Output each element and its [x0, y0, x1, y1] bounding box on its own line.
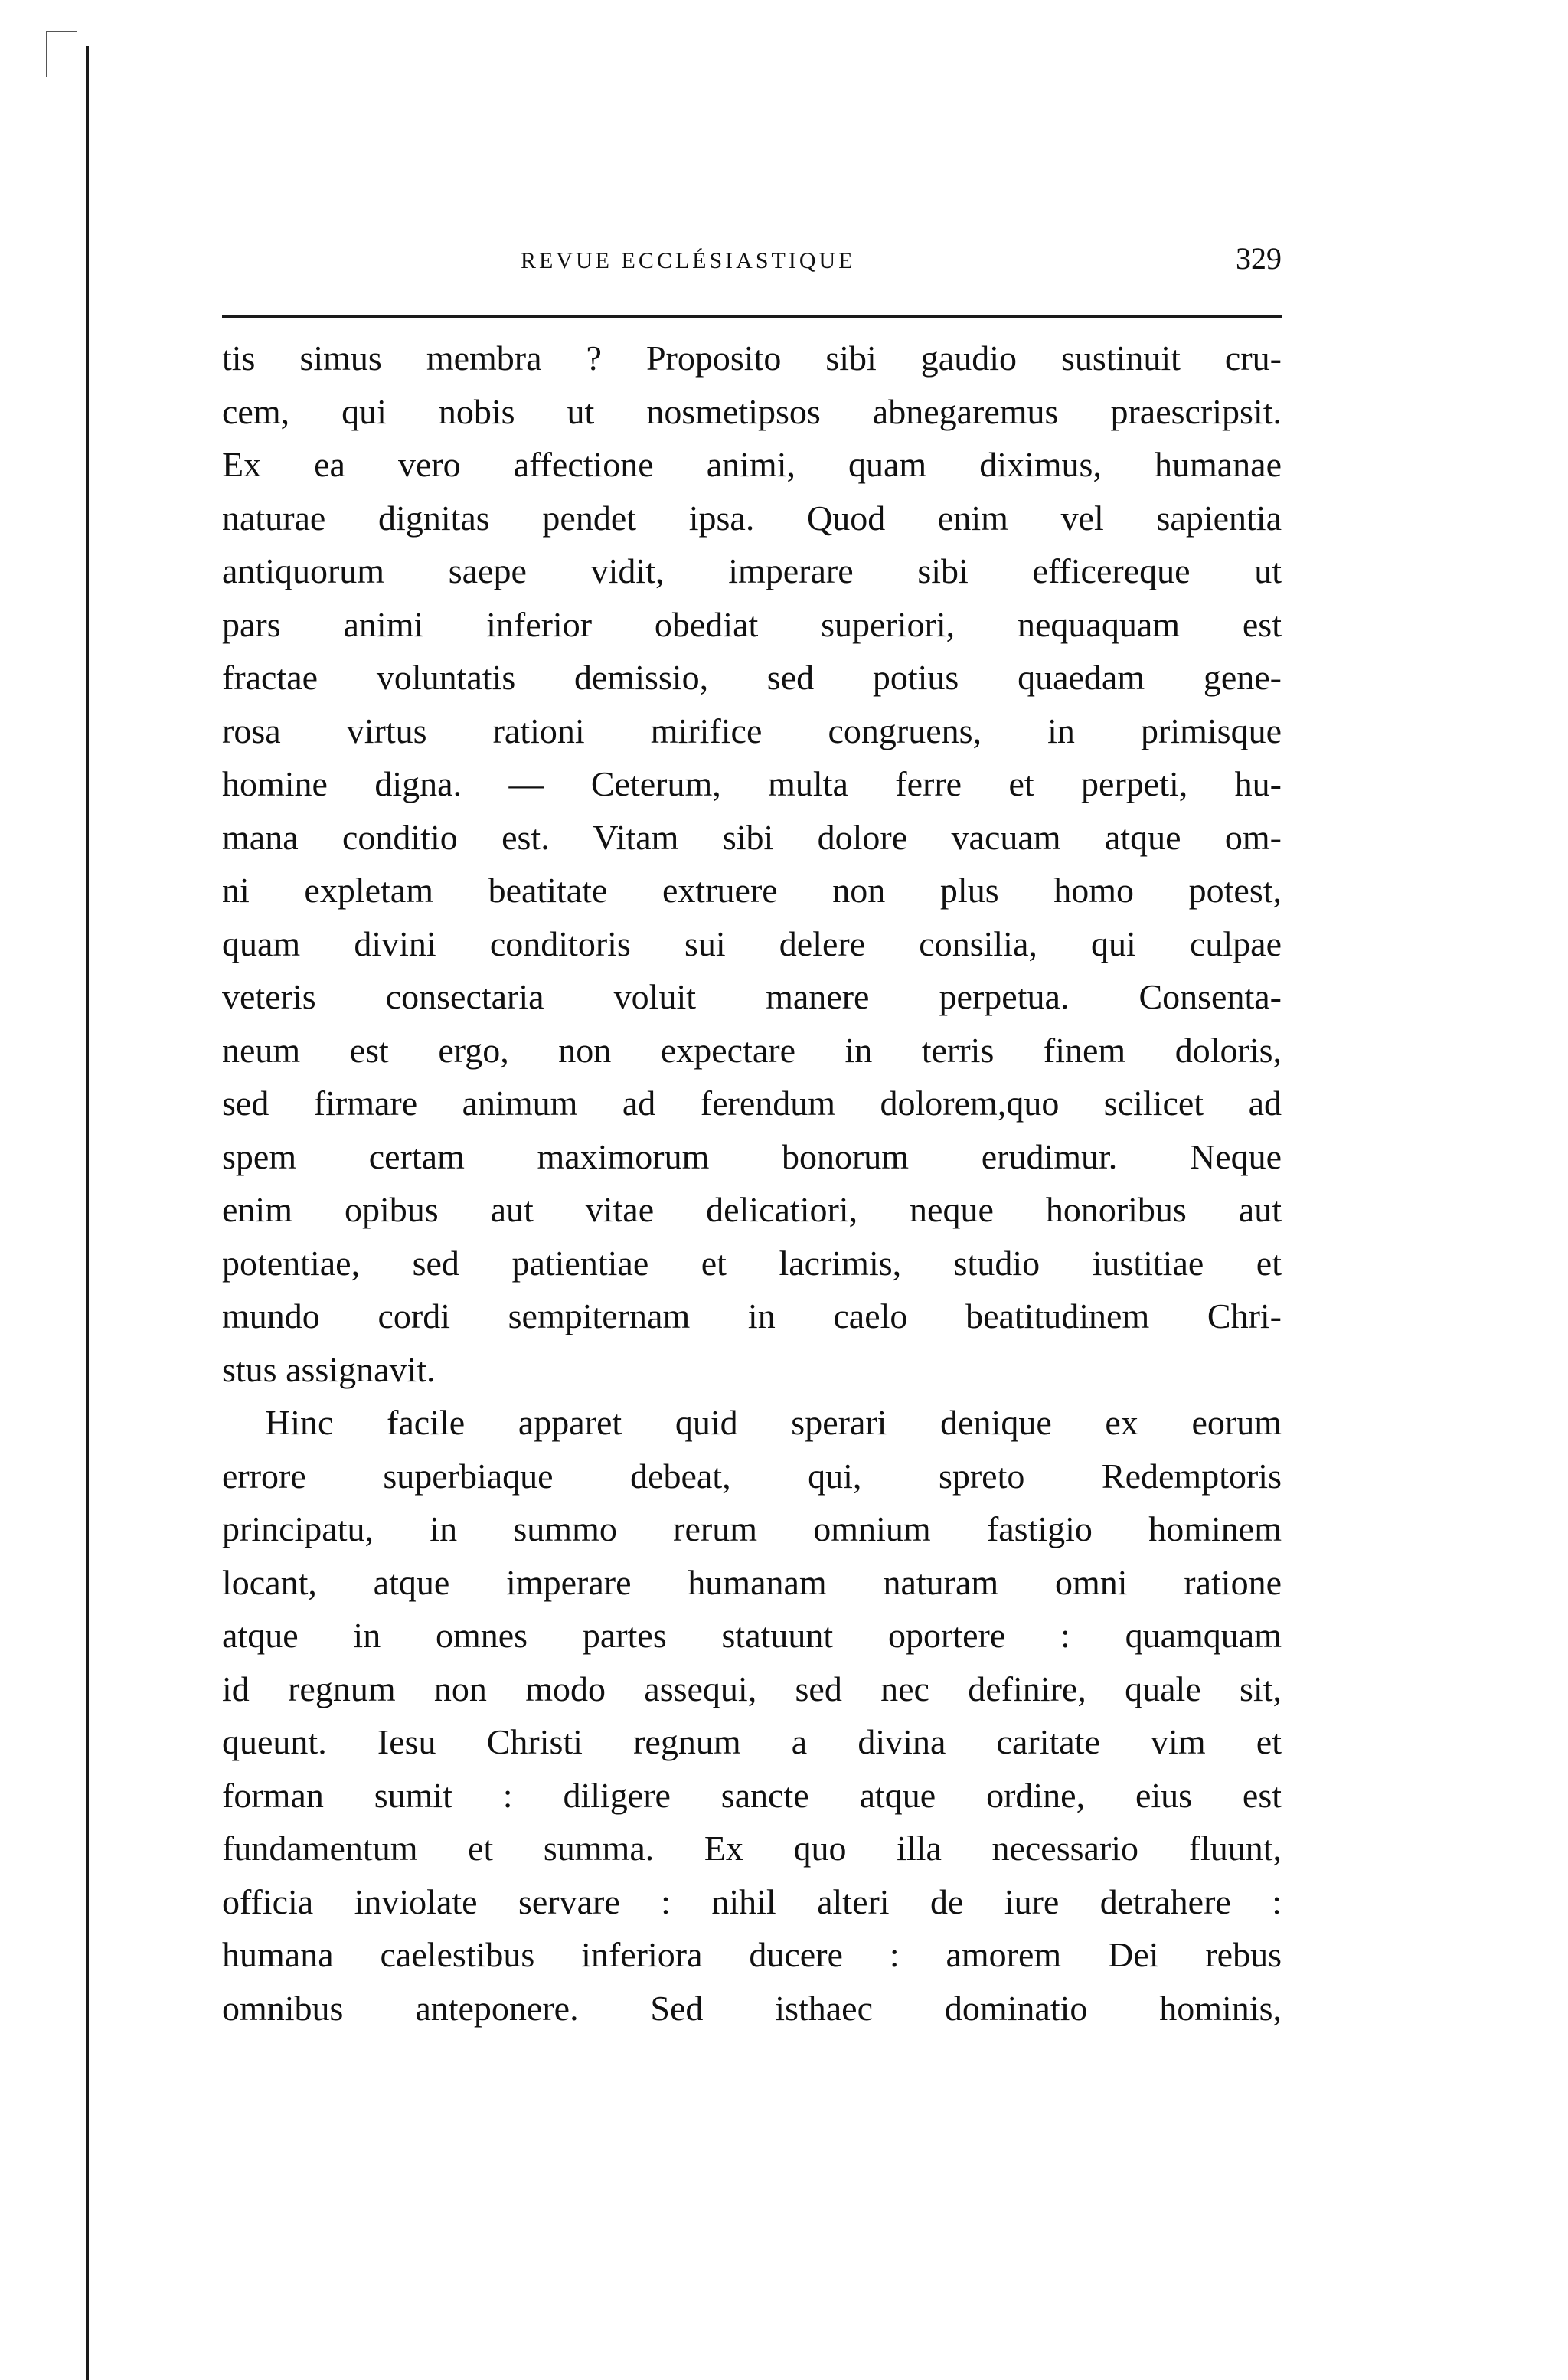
text-line: locant, atque imperare humanam naturam omni ratione: [222, 1562, 1282, 1602]
paragraph-1: [222, 332, 1282, 1396]
text-line: mana conditio est. Vitam sibi dolore vacuam atque om-: [222, 817, 1282, 857]
text-line: officia inviolate servare : nihil alteri de iure detrahere :: [222, 1881, 1282, 1921]
text-line: Hinc facile apparet quid sperari denique ex eorum: [265, 1403, 1282, 1442]
text-line: naturae dignitas pendet ipsa. Quod enim vel sapientia: [222, 498, 1282, 538]
text-line: spem certam maximorum bonorum erudimur. Neque: [222, 1136, 1282, 1176]
page: [222, 230, 1282, 2035]
text-line: sed firmare animum ad ferendum dolorem,quo scilicet ad: [222, 1084, 1282, 1123]
header-rule: [222, 315, 1282, 318]
binding-mark: [46, 31, 47, 77]
text-line: queunt. Iesu Christi regnum a divina caritate vim et: [222, 1722, 1282, 1761]
page-number: 329: [1236, 241, 1282, 276]
text-line: fundamentum et summa. Ex quo illa necessario fluunt,: [222, 1829, 1282, 1868]
text-line: homine digna. — Ceterum, multa ferre et perpeti, hu-: [222, 764, 1282, 803]
text-line: veteris consectaria voluit manere perpetua. Consenta-: [222, 977, 1282, 1016]
text-line: principatu, in summo rerum omnium fastigio hominem: [222, 1509, 1282, 1548]
text-line: errore superbiaque debeat, qui, spreto Redemptoris: [222, 1456, 1282, 1496]
body-text: [222, 332, 1282, 2035]
text-line: rosa virtus rationi mirifice congruens, in primisque: [222, 711, 1282, 750]
text-line: neum est ergo, non expectare in terris finem doloris,: [222, 1030, 1282, 1070]
text-line: potentiae, sed patientiae et lacrimis, studio iustitiae et: [222, 1243, 1282, 1283]
running-head: [222, 230, 1282, 276]
text-line: Ex ea vero affectione animi, quam diximus, humanae: [222, 445, 1282, 484]
text-line: pars animi inferior obediat superiori, nequaquam est: [222, 604, 1282, 644]
text-line: cem, qui nobis ut nosmetipsos abnegaremus praescripsit.: [222, 391, 1282, 431]
text-line: ni expletam beatitate extruere non plus homo potest,: [222, 871, 1282, 910]
text-line: mundo cordi sempiternam in caelo beatitudinem Chri-: [222, 1296, 1282, 1335]
text-line: forman sumit : diligere sancte atque ordine, eius est: [222, 1775, 1282, 1815]
text-line: antiquorum saepe vidit, imperare sibi efficereque ut: [222, 551, 1282, 590]
running-title: REVUE ECCLÉSIASTIQUE: [521, 248, 856, 273]
text-line: atque in omnes partes statuunt oportere : quamquam: [222, 1616, 1282, 1655]
binding-mark-horizontal: [46, 31, 77, 32]
text-line: fractae voluntatis demissio, sed potius quaedam gene-: [222, 658, 1282, 697]
binding-edge: [86, 46, 89, 2380]
text-line: quam divini conditoris sui delere consilia, qui culpae: [222, 924, 1282, 963]
text-line: tis simus membra ? Proposito sibi gaudio sustinuit cru-: [222, 338, 1282, 378]
text-line: stus assignavit.: [222, 1349, 436, 1389]
text-line: enim opibus aut vitae delicatiori, neque honoribus aut: [222, 1190, 1282, 1229]
text-line: omnibus anteponere. Sed isthaec dominatio hominis,: [222, 1988, 1282, 2028]
text-line: humana caelestibus inferiora ducere : amorem Dei rebus: [222, 1935, 1282, 1974]
text-line: id regnum non modo assequi, sed nec definire, quale sit,: [222, 1669, 1282, 1708]
paragraph-2: [222, 1396, 1282, 2035]
